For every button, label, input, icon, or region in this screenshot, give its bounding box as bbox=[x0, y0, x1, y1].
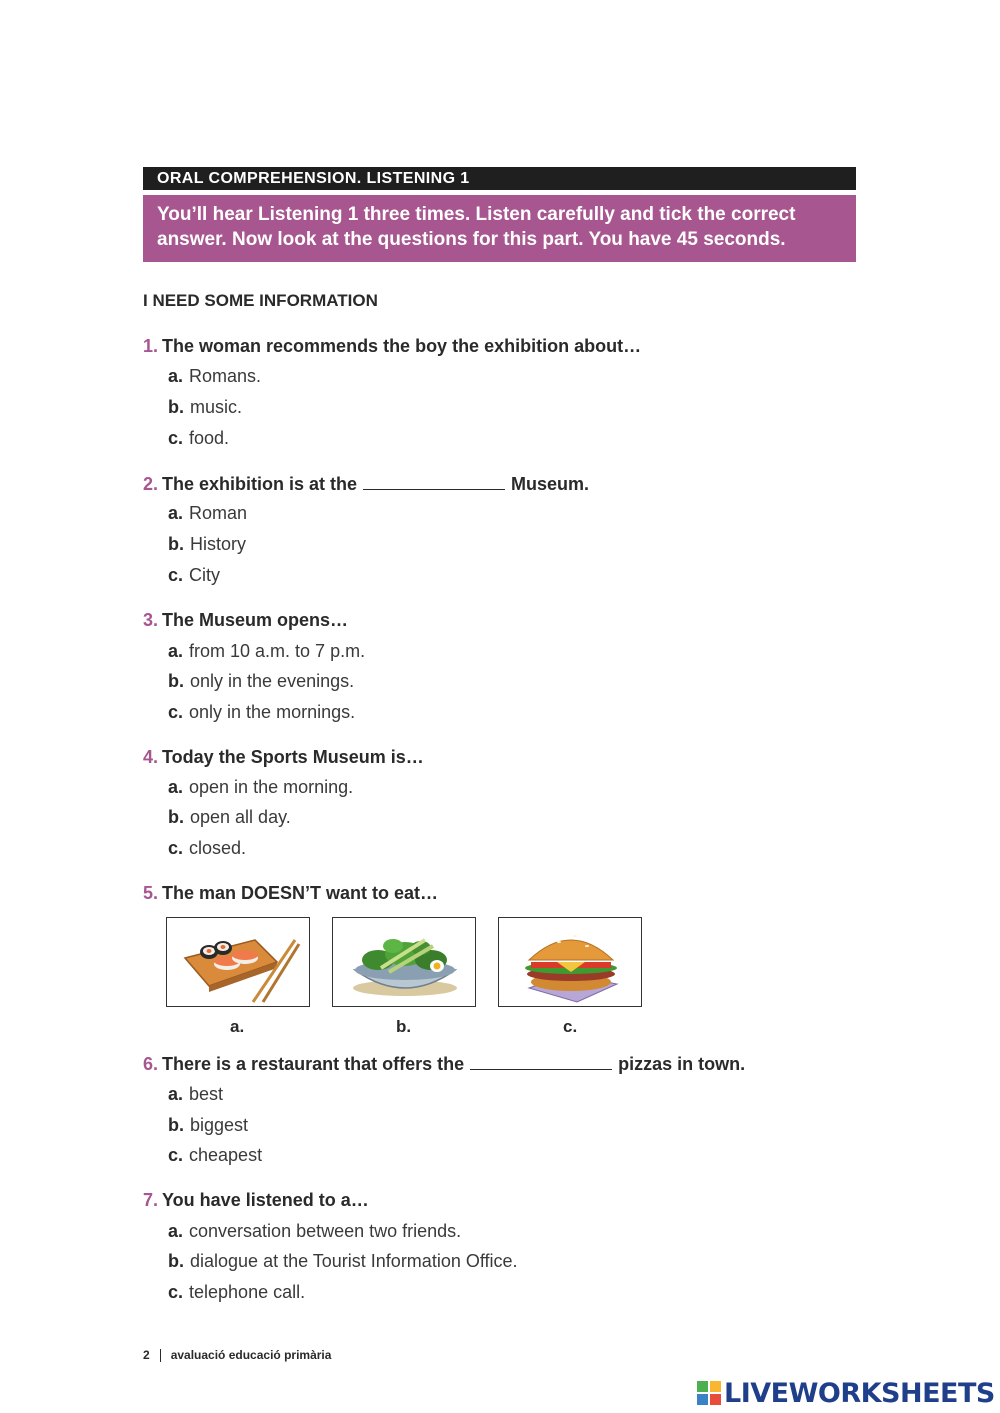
question-text-before: The exhibition is at the bbox=[162, 474, 358, 494]
option-letter: a. bbox=[168, 1084, 184, 1104]
option-letter: a. bbox=[168, 1221, 184, 1241]
option-text: food. bbox=[189, 428, 230, 448]
page-footer bbox=[143, 1348, 331, 1362]
question-number: 4. bbox=[143, 747, 159, 767]
question-text-after: Museum. bbox=[511, 474, 590, 494]
option-2a[interactable] bbox=[168, 503, 247, 524]
option-letter: a. bbox=[168, 503, 184, 523]
option-letter: a. bbox=[168, 366, 184, 386]
liveworksheets-logo-icon bbox=[697, 1381, 721, 1405]
image-label-b: b. bbox=[396, 1017, 412, 1036]
question-6 bbox=[143, 1053, 745, 1075]
option-text: best bbox=[189, 1084, 224, 1104]
brand-text: LIVEWORKSHEETS bbox=[724, 1377, 995, 1409]
question-text: The man DOESN’T want to eat… bbox=[162, 883, 439, 903]
footer-text: avaluació educació primària bbox=[170, 1348, 332, 1362]
option-text: Romans. bbox=[189, 366, 262, 386]
question-text: You have listened to a… bbox=[162, 1190, 369, 1210]
option-text: only in the mornings. bbox=[189, 702, 356, 722]
option-text: from 10 a.m. to 7 p.m. bbox=[189, 641, 366, 661]
section-title: I NEED SOME INFORMATION bbox=[143, 291, 378, 310]
question-4 bbox=[143, 747, 424, 768]
option-3c[interactable] bbox=[168, 702, 355, 723]
question-text-before: There is a restaurant that offers the bbox=[162, 1054, 465, 1074]
option-4c[interactable] bbox=[168, 838, 246, 859]
image-option-5b[interactable] bbox=[332, 917, 476, 1007]
answer-blank[interactable] bbox=[363, 473, 505, 490]
question-5 bbox=[143, 883, 438, 904]
option-letter: b. bbox=[168, 1251, 184, 1271]
image-option-5a[interactable] bbox=[166, 917, 310, 1007]
option-letter: c. bbox=[168, 1282, 184, 1302]
option-letter: c. bbox=[168, 838, 184, 858]
option-4b[interactable] bbox=[168, 807, 291, 828]
liveworksheets-brand bbox=[697, 1378, 995, 1408]
question-text-after: pizzas in town. bbox=[618, 1054, 746, 1074]
question-3 bbox=[143, 610, 348, 631]
burger-icon bbox=[499, 918, 641, 1006]
option-letter: b. bbox=[168, 671, 184, 691]
question-number: 1. bbox=[143, 336, 159, 356]
option-text: closed. bbox=[189, 838, 247, 858]
option-text: open all day. bbox=[190, 807, 291, 827]
option-letter: b. bbox=[168, 397, 184, 417]
option-text: City bbox=[189, 565, 221, 585]
option-text: telephone call. bbox=[189, 1282, 306, 1302]
option-6c[interactable] bbox=[168, 1145, 262, 1166]
question-7 bbox=[143, 1190, 369, 1211]
option-2c[interactable] bbox=[168, 565, 220, 586]
option-letter: b. bbox=[168, 1115, 184, 1135]
option-letter: c. bbox=[168, 428, 184, 448]
option-letter: c. bbox=[168, 702, 184, 722]
option-3a[interactable] bbox=[168, 641, 365, 662]
option-text: cheapest bbox=[189, 1145, 263, 1165]
question-number: 7. bbox=[143, 1190, 159, 1210]
option-7b[interactable] bbox=[168, 1251, 518, 1272]
option-letter: a. bbox=[168, 777, 184, 797]
question-2 bbox=[143, 473, 589, 495]
option-letter: a. bbox=[168, 641, 184, 661]
option-1a[interactable] bbox=[168, 366, 261, 387]
option-text: music. bbox=[190, 397, 243, 417]
option-letter: b. bbox=[168, 807, 184, 827]
option-text: only in the evenings. bbox=[190, 671, 355, 691]
salad-icon bbox=[333, 918, 475, 1006]
option-text: History bbox=[190, 534, 247, 554]
option-1c[interactable] bbox=[168, 428, 229, 449]
option-4a[interactable] bbox=[168, 777, 353, 798]
option-7a[interactable] bbox=[168, 1221, 461, 1242]
question-text: The Museum opens… bbox=[162, 610, 349, 630]
option-1b[interactable] bbox=[168, 397, 242, 418]
question-1 bbox=[143, 336, 641, 357]
image-option-5c[interactable] bbox=[498, 917, 642, 1007]
option-letter: c. bbox=[168, 1145, 184, 1165]
question-number: 2. bbox=[143, 474, 159, 494]
option-7c[interactable] bbox=[168, 1282, 305, 1303]
answer-blank[interactable] bbox=[470, 1053, 612, 1070]
option-6b[interactable] bbox=[168, 1115, 248, 1136]
option-letter: c. bbox=[168, 565, 184, 585]
question-number: 6. bbox=[143, 1054, 159, 1074]
sushi-icon bbox=[167, 918, 309, 1006]
option-text: Roman bbox=[189, 503, 248, 523]
question-number: 5. bbox=[143, 883, 159, 903]
section-header: ORAL COMPREHENSION. LISTENING 1 bbox=[143, 167, 856, 190]
option-text: dialogue at the Tourist Information Office. bbox=[190, 1251, 518, 1271]
option-letter: b. bbox=[168, 534, 184, 554]
image-label-a: a. bbox=[230, 1017, 245, 1036]
option-2b[interactable] bbox=[168, 534, 246, 555]
option-3b[interactable] bbox=[168, 671, 354, 692]
option-text: biggest bbox=[190, 1115, 249, 1135]
option-6a[interactable] bbox=[168, 1084, 223, 1105]
question-number: 3. bbox=[143, 610, 159, 630]
page-number: 2 bbox=[143, 1348, 150, 1362]
footer-divider bbox=[160, 1349, 161, 1362]
instructions-box: You’ll hear Listening 1 three times. Listen carefully and tick the correct answer. Now look at the questions for this part. You have 45 seconds. bbox=[143, 195, 856, 262]
option-text: open in the morning. bbox=[189, 777, 354, 797]
question-text: Today the Sports Museum is… bbox=[162, 747, 424, 767]
option-text: conversation between two friends. bbox=[189, 1221, 462, 1241]
question-text: The woman recommends the boy the exhibition about… bbox=[162, 336, 642, 356]
image-label-c: c. bbox=[563, 1017, 578, 1036]
